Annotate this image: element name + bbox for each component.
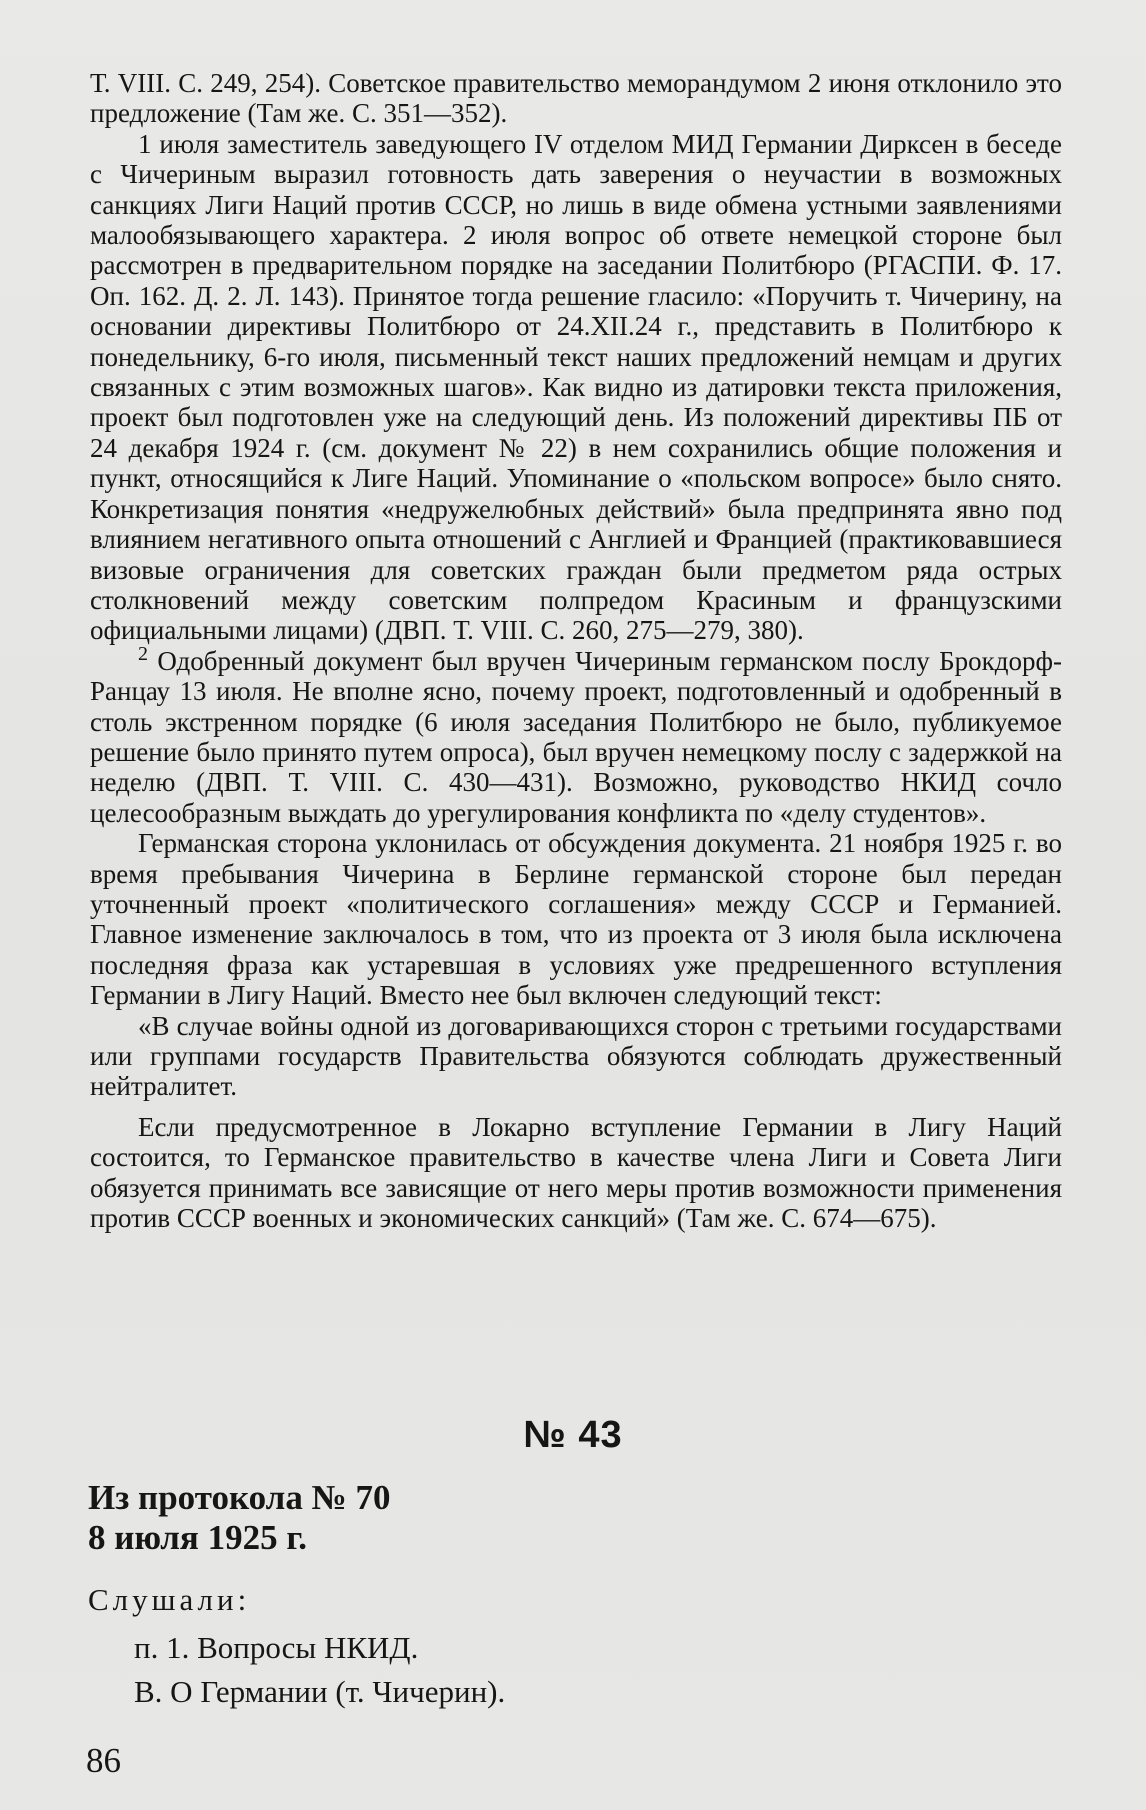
agenda-item-2: В. О Германии (т. Чичерин). [134,1674,506,1709]
paragraph-3 [90,642,1063,828]
heard-label: Слушали: [88,1582,251,1617]
footnote-mark: 2 [138,642,148,665]
paragraph-6-quote: Если предусмотренное в Локарно вступление Германии в Лигу Наций состоится, то Германское правительство в качестве члена Лиги и Совета Лиги обязуется принимать все зависящие от него меры против возможности применения против СССР военных и экономических санкций» (Там же. С. 674—675). [90,1111,1062,1234]
protocol-title: Из протокола № 70 [88,1478,391,1517]
paragraph-1: Т. VIII. С. 249, 254). Советское правительство меморандумом 2 июня отклонило это предложение (Там же. С. 351—352). [90,68,1062,129]
paragraph-3-text: Одобренный документ был вручен Чичериным германском послу Брокдорф-Ранцау 13 июля. Не вполне ясно, почему проект, подготовленный и одобренный в столь экстренном порядке (6 июля заседания Политбюро не было, публикуемое решение было принято путем опроса), был вручен немецкому послу с задержкой на неделю (ДВП. Т. VIII. С. 430—431). Возможно, руководство НКИД сочло целесообразным выждать до урегулирования конфликта по «делу студентов». [90,645,1063,828]
document-number: № 43 [523,1414,623,1456]
paragraph-4: Германская сторона уклонилась от обсуждения документа. 21 ноября 1925 г. во время пребывания Чичерина в Берлине германской стороне был передан уточненный проект «политического соглашения» между СССР и Германией. Главное изменение заключалось в том, что из проекта от 3 июля была исключена последняя фраза как устаревшая в условиях уже предрешенного вступления Германии в Лигу Наций. Вместо нее был включен следующий текст: [90,828,1062,1011]
protocol-date: 8 июля 1925 г. [88,1518,308,1557]
page-number: 86 [86,1741,121,1780]
protocol-heading [88,1478,391,1558]
commentary-text [90,68,1062,1233]
paragraph-5-quote: «В случае войны одной из договаривающихся сторон с третьими государствами или группами государств Правительства обязуются соблюдать дружественный нейтралитет. [90,1010,1062,1102]
paragraph-2: 1 июля заместитель заведующего IV отделом МИД Германии Дирксен в беседе с Чичериным выразил готовность дать заверения о неучастии в возможных санкциях Лиги Наций против СССР, но лишь в виде обмена устными заявлениями малообязывающего характера. 2 июля вопрос об ответе немецкой стороне был рассмотрен в предварительном порядке на заседании Политбюро (РГАСПИ. Ф. 17. Оп. 162. Д. 2. Л. 143). Принятое тогда решение гласило: «Поручить т. Чичерину, на основании директивы Политбюро от 24.XII.24 г., представить в Политбюро к понедельнику, 6-го июля, письменный текст наших предложений немцам и других связанных с этим возможных шагов». Как видно из датировки текста приложения, проект был подготовлен уже на следующий день. Из положений директивы ПБ от 24 декабря 1924 г. (см. документ № 22) в нем сохранились общие положения и пункт, относящийся к Лиге Наций. Упоминание о «польском вопросе» было снято. Конкретизация понятия «недружелюбных действий» была предпринята явно под влиянием негативного опыта отношений с Англией и Францией (практиковавшиеся визовые ограничения для советских граждан были предметом ряда острых столкновений между советским полпредом Красиным и французскими официальными лицами) (ДВП. Т. VIII. С. 260, 275—279, 380). [90,128,1062,646]
agenda-items [134,1626,505,1714]
agenda-item-1: п. 1. Вопросы НКИД. [134,1630,419,1665]
